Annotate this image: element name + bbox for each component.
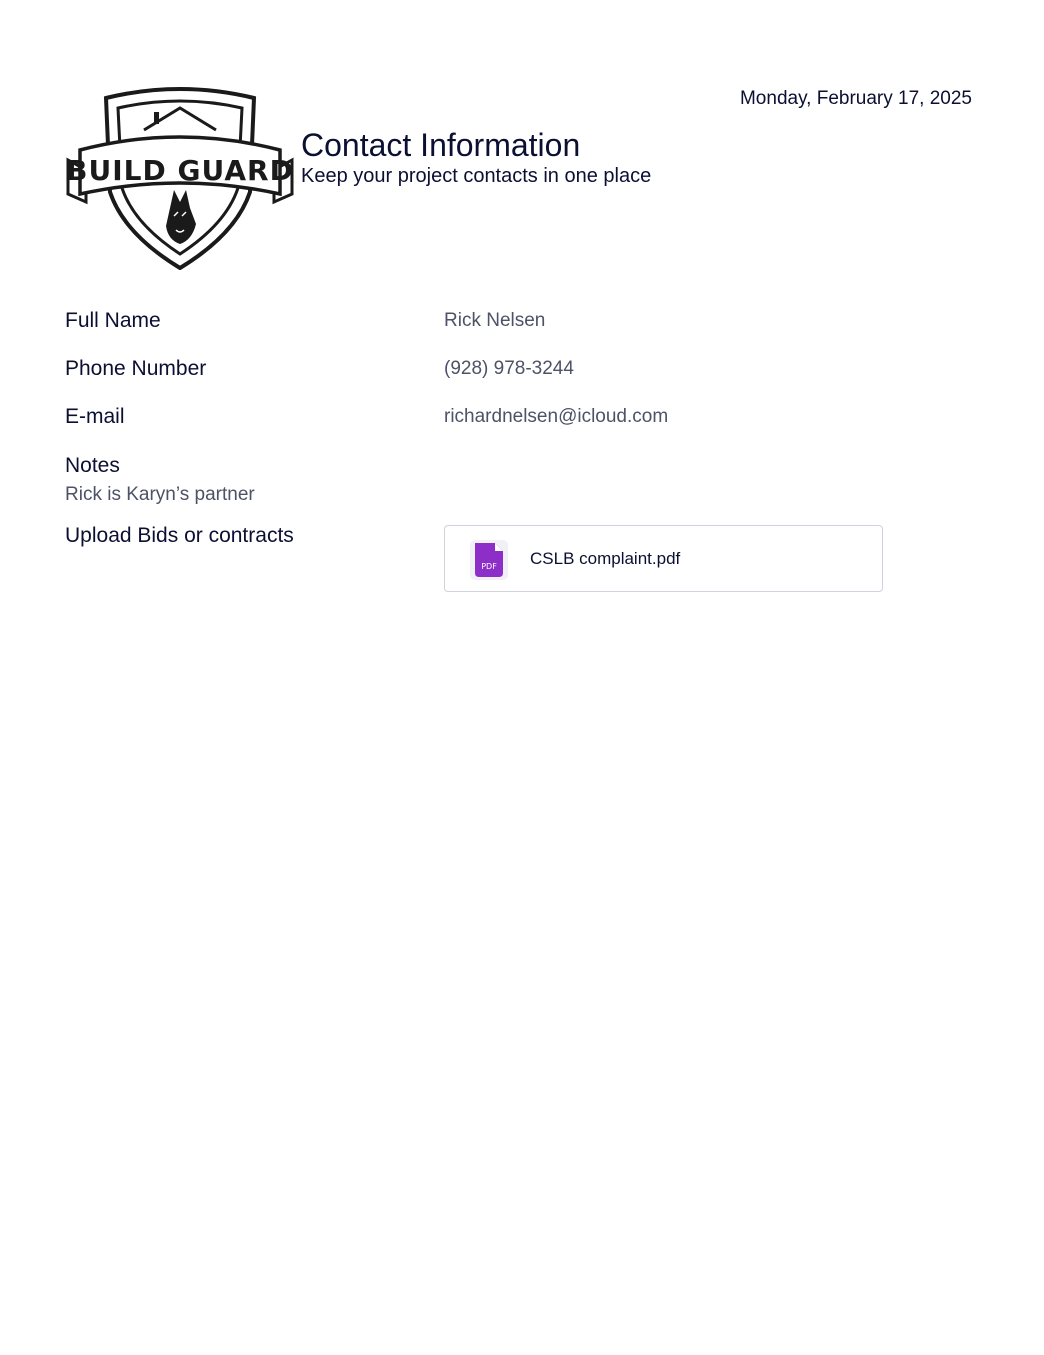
phone-number-label: Phone Number xyxy=(65,357,207,380)
page-date: Monday, February 17, 2025 xyxy=(739,88,972,109)
notes-label: Notes xyxy=(65,454,120,477)
phone-number-value: (928) 978-3244 xyxy=(444,358,574,379)
title-block xyxy=(301,126,651,188)
page-subtitle: Keep your project contacts in one place xyxy=(301,165,652,187)
upload-label: Upload Bids or contracts xyxy=(65,524,294,547)
full-name-value: Rick Nelsen xyxy=(444,310,546,331)
file-name[interactable]: CSLB complaint.pdf xyxy=(530,549,681,568)
notes-value: Rick is Karyn’s partner xyxy=(65,484,255,505)
page-title: Contact Information xyxy=(301,127,581,163)
logo-text: BUILD GUARD xyxy=(66,154,294,187)
email-label: E-mail xyxy=(65,405,125,428)
pdf-type-label: PDF xyxy=(481,562,497,571)
pdf-file-icon xyxy=(469,539,509,581)
email-value: richardnelsen@icloud.com xyxy=(444,406,669,427)
build-guard-logo xyxy=(66,84,294,270)
full-name-label: Full Name xyxy=(65,309,161,332)
dog-head-icon xyxy=(166,190,196,244)
file-attachment-card[interactable] xyxy=(444,525,883,592)
